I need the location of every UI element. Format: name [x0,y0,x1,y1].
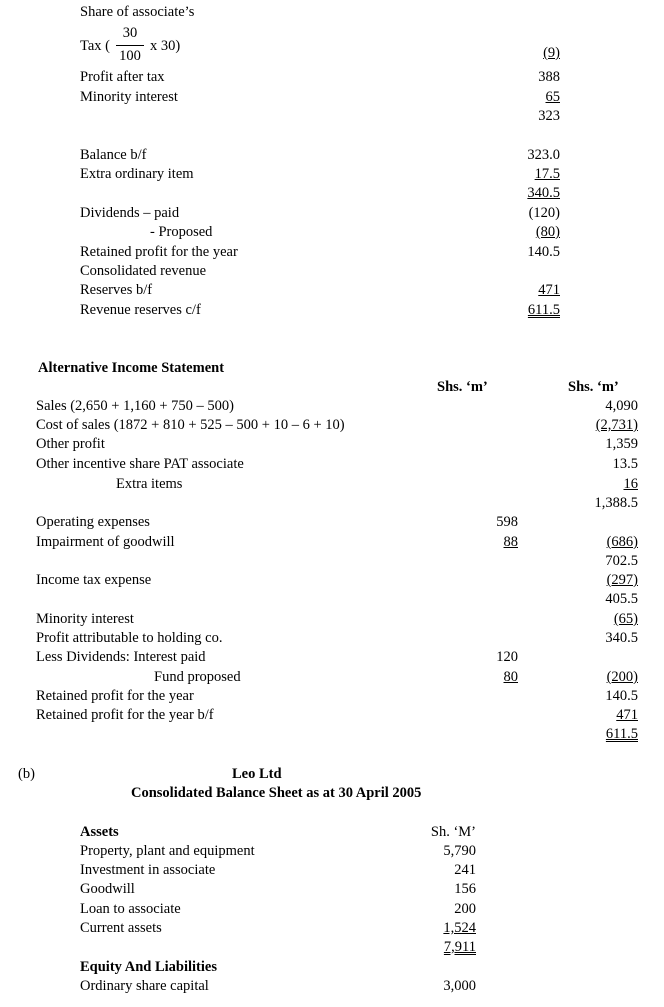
goodwill-value: 156 [454,881,476,897]
fund-total-value: (200) [606,669,638,685]
investment-associate-label: Investment in associate [80,862,216,878]
alt-retained-value: 140.5 [605,688,638,704]
loan-associate-value: 200 [454,901,476,917]
tax-fraction-bar [116,45,144,46]
revenue-reserves-cf-value: 611.5 [527,302,560,318]
profit-attributable-label: Profit attributable to holding co. [36,630,223,646]
income-tax-label: Income tax expense [36,572,152,588]
extra-ordinary-item-label: Extra ordinary item [80,166,194,182]
consolidated-revenue-label: Consolidated revenue [80,263,207,279]
balance-bf-label: Balance b/f [80,147,147,163]
subtotal-3-value: 405.5 [605,591,638,607]
cost-of-sales-label: Cost of sales (1872 + 810 + 525 – 500 + 10 – 6 + 10) [36,417,345,433]
share-of-associate-label: Share of associate’s [80,4,195,20]
alt-retained-label: Retained profit for the year [36,688,194,704]
impairment-total-value: (686) [606,534,638,550]
extra-items-label: Extra items [116,476,183,492]
other-profit-value: 1,359 [605,436,638,452]
sales-value: 4,090 [605,398,638,414]
retained-profit-label: Retained profit for the year [80,244,238,260]
impairment-goodwill-label: Impairment of goodwill [36,534,175,550]
part-b-marker: (b) [18,766,35,782]
retained-bf-value: 471 [616,707,638,723]
current-assets-value: 1,524 [443,920,476,936]
investment-associate-value: 241 [454,862,476,878]
tax-value: (9) [543,45,560,61]
bs-col-header: Sh. ‘M’ [430,824,476,840]
sum-value: 340.5 [527,185,560,201]
reserves-bf-label: Reserves b/f [80,282,153,298]
operating-expenses-label: Operating expenses [36,514,150,530]
profit-attributable-value: 340.5 [605,630,638,646]
extra-ordinary-item-value: 17.5 [534,166,560,182]
ppe-label: Property, plant and equipment [80,843,255,859]
assets-heading: Assets [80,824,119,840]
alt-col2-header: Shs. ‘m’ [568,379,619,395]
ordinary-share-capital-value: 3,000 [443,978,476,994]
alt-col1-header: Shs. ‘m’ [437,379,488,395]
balance-sheet-title: Consolidated Balance Sheet as at 30 April 2005 [131,785,422,801]
profit-after-tax-value: 388 [538,69,560,85]
dividends-paid-value: (120) [528,205,560,221]
final-value: 611.5 [605,726,638,742]
incentive-share-label: Other incentive share PAT associate [36,456,244,472]
tax-suffix: x 30) [150,38,181,54]
other-profit-label: Other profit [36,436,105,452]
operating-expenses-value: 598 [496,514,518,530]
extra-items-value: 16 [623,476,638,492]
sales-label: Sales (2,650 + 1,160 + 750 – 500) [36,398,234,414]
alt-heading: Alternative Income Statement [38,360,225,376]
tax-fraction-numerator: 30 [122,25,138,41]
subtotal-1-value: 1,388.5 [594,495,638,511]
proposed-value: (80) [535,224,560,240]
fund-proposed-value: 80 [503,669,518,685]
retained-profit-value: 140.5 [527,244,560,260]
cost-of-sales-value: (2,731) [595,417,638,433]
tax-prefix: Tax ( [80,38,110,54]
balance-bf-value: 323.0 [527,147,560,163]
proposed-label: - Proposed [150,224,213,240]
fund-proposed-label: Fund proposed [154,669,241,685]
subtotal-value: 323 [538,108,560,124]
tax-fraction-denominator: 100 [119,48,141,64]
less-dividends-label: Less Dividends: Interest paid [36,649,206,665]
goodwill-label: Goodwill [80,881,135,897]
total-assets-value: 7,911 [443,939,476,955]
alt-minority-label: Minority interest [36,611,134,627]
retained-bf-label: Retained profit for the year b/f [36,707,214,723]
ordinary-share-capital-label: Ordinary share capital [80,978,209,994]
dividends-paid-label: Dividends – paid [80,205,180,221]
reserves-bf-value: 471 [538,282,560,298]
minority-interest-label: Minority interest [80,89,178,105]
minority-interest-value: 65 [545,89,560,105]
impairment-goodwill-value: 88 [503,534,518,550]
company-name: Leo Ltd [232,766,282,782]
less-dividends-value: 120 [496,649,518,665]
revenue-reserves-cf-label: Revenue reserves c/f [80,302,201,318]
subtotal-2-value: 702.5 [605,553,638,569]
current-assets-label: Current assets [80,920,162,936]
loan-associate-label: Loan to associate [80,901,181,917]
profit-after-tax-label: Profit after tax [80,69,165,85]
incentive-share-value: 13.5 [612,456,638,472]
income-tax-value: (297) [606,572,638,588]
ppe-value: 5,790 [443,843,476,859]
equity-liabilities-heading: Equity And Liabilities [80,959,217,975]
alt-minority-value: (65) [613,611,638,627]
